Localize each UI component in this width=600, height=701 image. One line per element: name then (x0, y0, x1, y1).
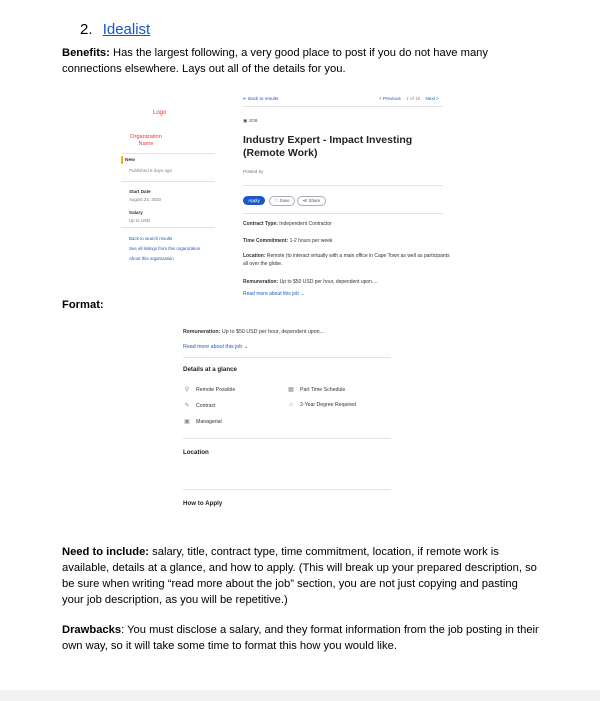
next-link[interactable]: Next > (425, 96, 439, 101)
format-label: Format: (62, 299, 104, 311)
page-bottom-gap (0, 690, 600, 701)
glance-item-label: 2-Year Degree Required (300, 402, 357, 408)
location-value: Remote (to interact virtually with a main office in Cape Town as well as participants all over the globe. (243, 253, 450, 267)
idealist-listing-screenshot (115, 92, 455, 304)
header-divider (243, 106, 443, 107)
glance-item-managerial (183, 418, 222, 425)
section-divider (183, 438, 391, 439)
back-to-results-label: Back to results (248, 96, 279, 101)
glance-item-contract (183, 402, 216, 409)
drawbacks-paragraph (62, 622, 542, 654)
time-commitment-value: 1-2 hours per week (288, 238, 333, 244)
salary-label: Salary (129, 210, 143, 215)
remuneration-line (243, 278, 453, 286)
time-commitment-label: Time Commitment: (243, 238, 289, 244)
remuneration-line (183, 329, 324, 335)
published-date: Published 6 days ago (129, 168, 173, 173)
read-more-link[interactable]: Read more about this job ⌄ (243, 291, 305, 297)
section-divider (183, 489, 391, 490)
section-heading (80, 21, 150, 38)
posted-by: Posted by (243, 169, 264, 174)
benefits-text: Has the largest following, a very good place to post if you do not have many connections elsewhere. Lays out all of the details for you. (62, 47, 488, 75)
location-pin-icon: ⚲ (184, 387, 190, 393)
need-to-include-paragraph (62, 544, 542, 608)
briefcase-icon: ▣ (243, 118, 249, 123)
sidebar-divider (121, 153, 215, 154)
benefits-paragraph (62, 45, 542, 77)
glance-item-label: Remote Possible (196, 387, 236, 393)
format-paragraph (62, 297, 542, 313)
job-type-text: JOB (248, 118, 258, 123)
location-heading: Location (183, 449, 209, 456)
need-to-include-label: Need to include: (62, 546, 150, 558)
pager-position: 1 of 15 (406, 96, 421, 101)
drawbacks-text: : You must disclose a salary, and they format information from the job posting in their own way, so it will take some time to format this how you would like. (62, 624, 539, 652)
read-more-link[interactable]: Read more about this job ⌄ (183, 344, 249, 350)
need-to-include-text: salary, title, contract type, time commitment, location, if remote work is available, details at a glance, and how to apply. (This will break up your prepared description, so be sure when writing “read more about the job” section, you are not just copying and pasting your job description, as you will be repetitive.) (62, 546, 537, 606)
remuneration-value: Up to $50 USD per hour, dependent upon... (220, 329, 325, 335)
details-at-glance-screenshot (180, 325, 400, 520)
new-label: New (125, 158, 135, 163)
glance-item-label: Contract (196, 403, 216, 409)
about-org-link[interactable]: About this organization (129, 256, 174, 261)
org-name-placeholder: Organization Name (130, 134, 162, 147)
salary-value: Up to USD (129, 218, 150, 223)
remuneration-label: Remuneration: (243, 279, 279, 285)
remuneration-label: Remuneration: (183, 329, 221, 335)
back-to-results-link[interactable] (243, 96, 278, 102)
location-line (243, 252, 453, 268)
previous-link[interactable]: < Previous (379, 96, 401, 101)
share-button[interactable]: ≪ Share (297, 196, 326, 206)
edit-icon: ✎ (184, 403, 190, 409)
glance-item-label: Managerial (196, 419, 222, 425)
apply-button[interactable]: Apply (243, 196, 265, 205)
new-marker (121, 156, 123, 164)
save-button[interactable]: ♡ Save (269, 196, 295, 206)
calendar-icon: ▦ (288, 387, 294, 393)
content-divider (243, 213, 443, 214)
start-date-value: August 24, 2020 (129, 197, 161, 202)
sidebar-divider (121, 227, 215, 228)
back-to-search-link[interactable]: Back to search results (129, 236, 173, 241)
glance-item-label: Part Time Schedule (300, 387, 346, 393)
job-type-label (243, 118, 258, 124)
contract-type-label: Contract Type: (243, 221, 278, 227)
content-divider (243, 185, 443, 186)
contract-type-value: Independent Contractor (277, 221, 332, 227)
graduation-cap-icon: ⌂ (289, 402, 293, 408)
arrow-left-icon: ⇤ (243, 96, 249, 101)
drawbacks-label: Drawbacks (62, 624, 122, 636)
start-date-label: Start Date (129, 189, 151, 194)
section-number: 2. (80, 21, 93, 38)
contract-type-line (243, 220, 453, 228)
location-label: Location: (243, 253, 266, 259)
section-divider (183, 357, 391, 358)
benefits-label: Benefits: (62, 47, 110, 59)
org-logo-placeholder: Logo (153, 110, 167, 116)
glance-item-degree (287, 402, 356, 408)
sidebar-divider (121, 181, 215, 182)
time-commitment-line (243, 237, 453, 245)
briefcase-icon: ▣ (184, 419, 190, 425)
how-to-apply-heading: How to Apply (183, 500, 223, 507)
remuneration-value: Up to $50 USD per hour, dependent upon.... (278, 279, 378, 285)
job-title: Industry Expert - Impact Investing (Remote Work) (243, 134, 413, 159)
idealist-link[interactable]: Idealist (102, 21, 151, 38)
glance-item-schedule (287, 386, 345, 393)
glance-item-remote (183, 386, 235, 393)
glance-heading: Details at a glance (183, 366, 237, 373)
pager (379, 96, 443, 101)
all-listings-link[interactable]: See all listings from this organization (129, 246, 201, 251)
